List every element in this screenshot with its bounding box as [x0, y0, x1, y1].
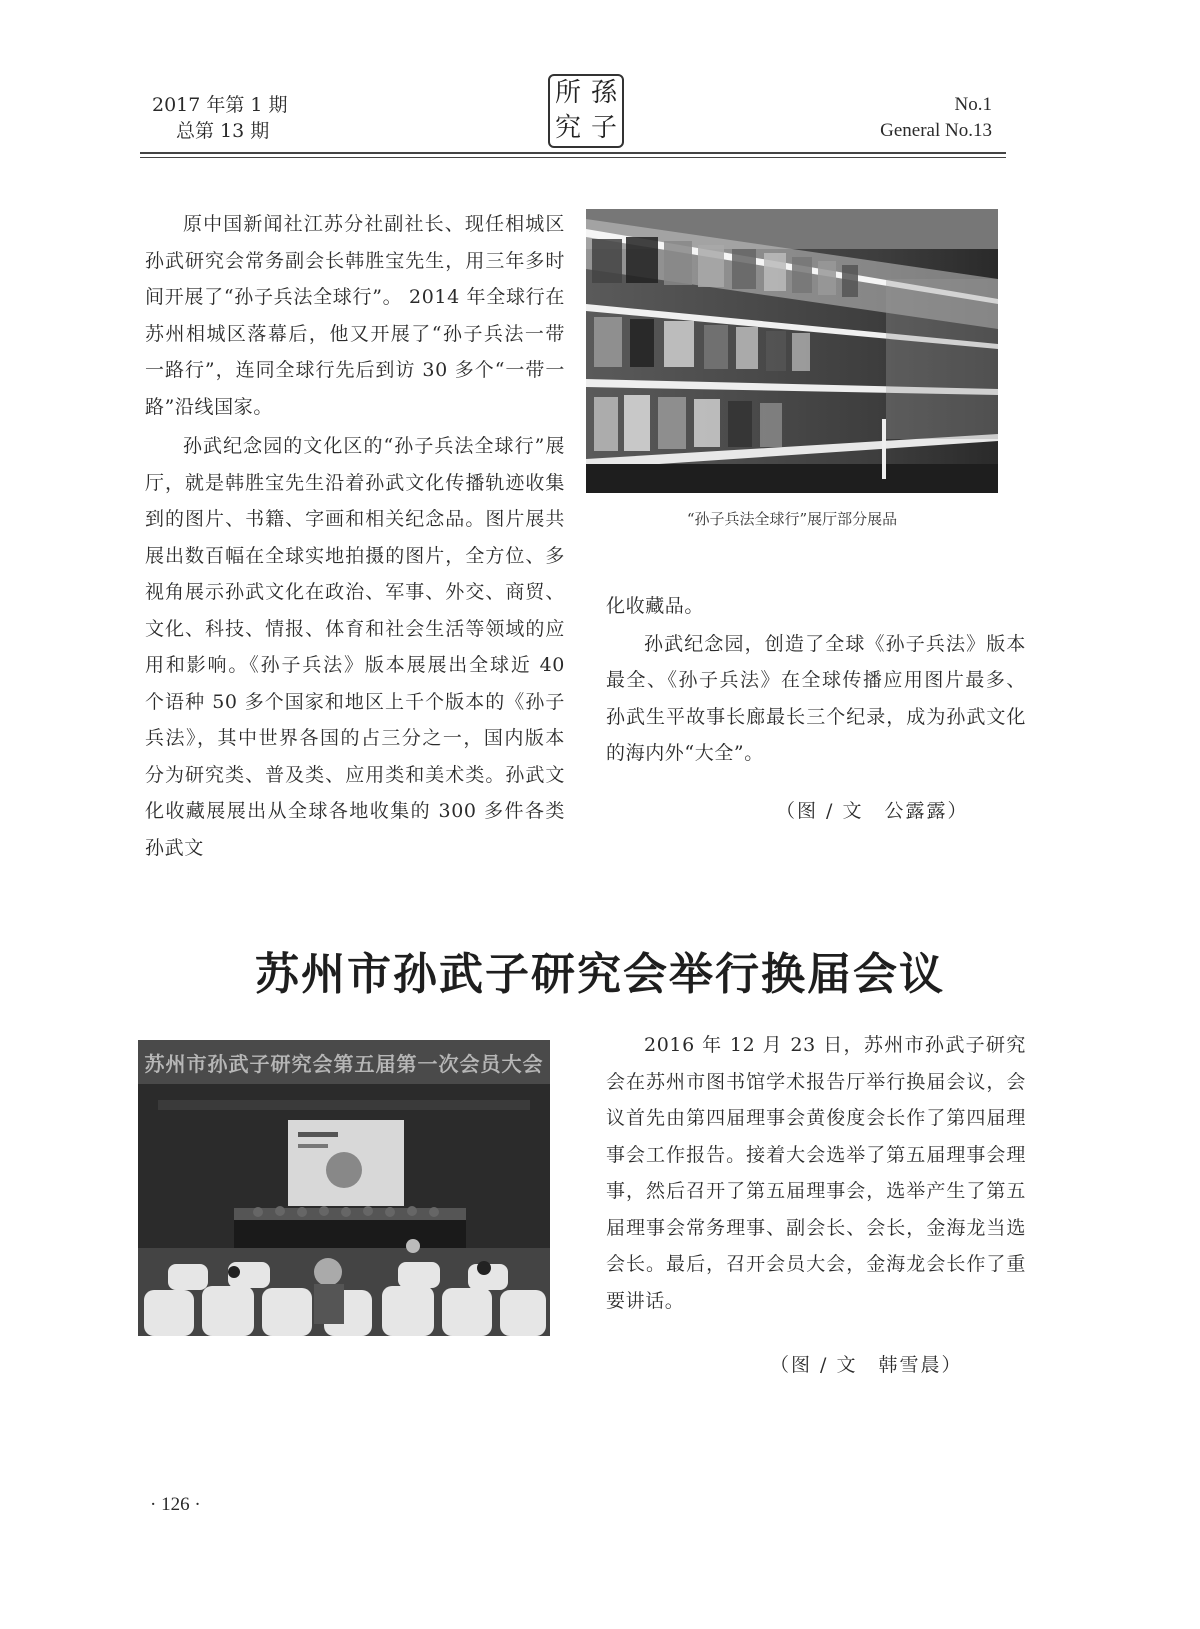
meeting-photo-image	[138, 1040, 550, 1336]
article1-paragraph: 孙武纪念园，创造了全球《孙子兵法》版本最全、《孙子兵法》在全球传播应用图片最多、孙武生平故事长廊最长三个纪录，成为孙武文化的海内外“大全”。	[606, 632, 1026, 764]
article1-paragraph: 原中国新闻社江苏分社副社长、现任相城区孙武研究会常务副会长韩胜宝先生，用三年多时间开展了“孙子兵法全球行”。 2014 年全球行在苏州相城区落幕后，他又开展了“孙子兵法一带一路行”，连同全球行先后到访 30 多个“一带一路”沿线国家。	[145, 213, 565, 418]
journal-logo	[548, 74, 624, 148]
header-rule-thin	[140, 157, 1006, 158]
article1-paragraph: 孙武纪念园的文化区的“孙子兵法全球行”展厅，就是韩胜宝先生沿着孙武文化传播轨迹收集到的图片、书籍、字画和相关纪念品。图片展共展出数百幅在全球实地拍摄的图片，全方位、多视角展示孙武文化在政治、军事、外交、商贸、文化、科技、情报、体育和社会生活等领域的应用和影响。《孙子兵法》版本展展出全球近 40 个语种 50 多个国家和地区上千个版本的《孙子兵法》，其中世界各国的占三分之一，国内版本分为研究类、普及类、应用类和美术类。孙武文化收藏展展出从全球各地收集的 300 多件各类孙武文	[145, 435, 565, 859]
issue-general-en: General No.13	[880, 120, 992, 141]
issue-total: 总第 13 期	[176, 120, 270, 142]
article2-credit: （图 / 文 韩雪晨）	[770, 1354, 963, 1376]
article2-paragraph: 2016 年 12 月 23 日，苏州市孙武子研究会在苏州市图书馆学术报告厅举行换届会议，会议首先由第四届理事会黄俊度会长作了第四届理事会工作报告。接着大会选举了第五届理事会理事，然后召开了第五届理事会，选举产生了第五届理事会常务理事、副会长、会长，金海龙当选会长。最后，召开会员大会，金海龙会长作了重要讲话。	[606, 1034, 1026, 1312]
article2-title: 苏州市孙武子研究会举行换届会议	[255, 949, 945, 1000]
logo-char: 所	[554, 78, 581, 108]
logo-char: 究	[554, 113, 581, 143]
logo-char: 孫	[590, 78, 617, 108]
article1-credit: （图 / 文 公露露）	[776, 800, 969, 822]
exhibition-photo-image	[586, 209, 998, 493]
header-rule	[140, 152, 1006, 154]
logo-char: 子	[590, 113, 617, 143]
article1-right-column	[606, 588, 1026, 772]
exhibition-photo	[586, 209, 998, 493]
article1-left-column	[145, 206, 565, 866]
page-number: · 126 ·	[150, 1494, 201, 1515]
article1-continuation: 化收藏品。	[606, 595, 705, 617]
meeting-banner-text: 苏州市孙武子研究会第五届第一次会员大会	[144, 1052, 544, 1076]
issue-info	[152, 92, 288, 144]
meeting-photo	[138, 1040, 550, 1336]
issue-year: 2017 年第 1 期	[152, 94, 288, 116]
issue-number-en: No.1	[954, 94, 992, 115]
issue-info-en	[880, 92, 992, 144]
article2-column	[606, 1027, 1026, 1319]
exhibition-photo-caption: “孙子兵法全球行”展厅部分展品	[686, 510, 898, 528]
